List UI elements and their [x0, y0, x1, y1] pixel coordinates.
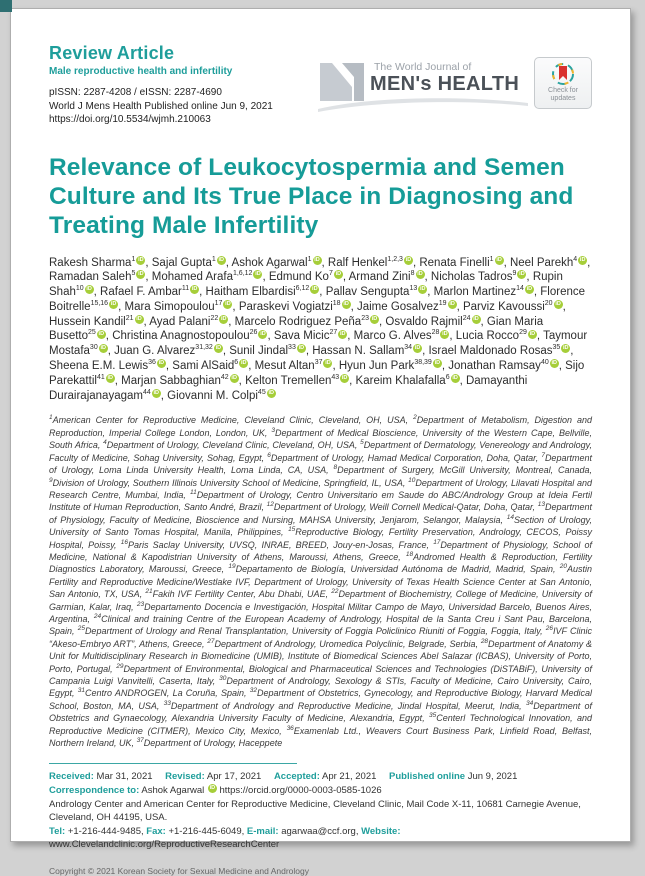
received-label: Received: — [49, 771, 94, 783]
revised-date: Apr 17, 2021 — [206, 771, 262, 783]
issn-line: pISSN: 2287-4208 / eISSN: 2287-4690 — [49, 87, 222, 98]
orcid-icon[interactable]: iD — [260, 330, 266, 337]
author-name: Jonathan Ramsay — [448, 360, 541, 373]
orcid-icon[interactable]: iD — [343, 301, 349, 308]
orcid-icon[interactable]: iD — [86, 286, 92, 293]
author-name: Sunil Jindal — [229, 345, 289, 358]
journal-logo — [318, 57, 528, 115]
fax-label: Fax: — [146, 825, 166, 837]
author-name: Ralf Henkel — [327, 256, 388, 269]
author-name: Hussein Kandil — [49, 315, 126, 328]
published-line: World J Mens Health Published online Jun 9, 2021 — [49, 100, 273, 112]
journal-tagline: The World Journal of — [374, 61, 472, 73]
journal-name: MEN's HEALTH — [370, 73, 520, 95]
tel-value: +1-216-444-9485, — [67, 825, 144, 837]
crossmark-label: Check for updates — [548, 87, 578, 102]
orcid-icon[interactable]: iD — [555, 301, 561, 308]
author-name: Marco G. Alves — [353, 330, 432, 343]
orcid-icon[interactable]: iD — [519, 271, 525, 278]
orcid-icon[interactable]: iD — [414, 345, 421, 352]
published-date: Jun 9, 2021 — [467, 771, 518, 783]
correspondence-label: Correspondence to: — [49, 785, 140, 797]
email-link[interactable]: agarwaa@ccf.org, — [281, 825, 359, 837]
author-name: Marlon Martinez — [433, 286, 517, 299]
orcid-icon[interactable]: iD — [335, 271, 342, 278]
orcid-icon[interactable]: iD — [215, 345, 222, 352]
author-name: Sajal Gupta — [151, 256, 212, 269]
website-label: Website: — [361, 825, 401, 837]
author-name: Mara Simopoulou — [124, 300, 215, 313]
author-name: Paraskevi Vogiatzi — [238, 300, 333, 313]
author-name: Sava Micic — [273, 330, 330, 343]
orcid-icon[interactable]: iD — [100, 345, 106, 352]
author-name: Armand Zini — [348, 271, 411, 284]
author-name: Mohamed Arafa — [151, 271, 233, 284]
orcid-icon[interactable]: iD — [158, 360, 165, 367]
article-section: Male reproductive health and infertility — [49, 66, 233, 77]
orcid-icon[interactable]: iD — [340, 330, 346, 337]
orcid-icon[interactable]: iD — [153, 389, 160, 396]
orcid-icon[interactable]: iD — [136, 315, 142, 322]
correspondence-name: Ashok Agarwal — [141, 785, 205, 797]
author-name: Jaime Gosalvez — [356, 300, 439, 313]
author-name: Ashok Agarwal — [231, 256, 308, 269]
author-name: Nicholas Tadros — [430, 271, 513, 284]
author-name: Kareim Khalafalla — [355, 374, 446, 387]
author-name: Sheena E.M. Lewis — [49, 360, 149, 373]
orcid-icon[interactable]: iD — [496, 256, 502, 263]
orcid-icon[interactable]: iD — [405, 256, 412, 263]
orcid-icon[interactable]: iD — [255, 271, 261, 278]
fax-value: +1-216-445-6049, — [168, 825, 245, 837]
author-name: Damayanthi Durairajanayagam — [49, 374, 528, 402]
orcid-icon[interactable]: iD — [563, 345, 569, 352]
author-name: Israel Maldonado Rosas — [428, 345, 553, 358]
author-name: Lucia Rocco — [455, 330, 520, 343]
orcid-icon[interactable]: iD — [420, 286, 426, 293]
author-name: Taymour Mostafa — [49, 330, 588, 358]
orcid-icon[interactable]: iD — [138, 271, 144, 278]
author-name: Marcelo Rodriguez Peña — [234, 315, 362, 328]
author-name: Marjan Sabbaghian — [121, 374, 221, 387]
author-name: Juan G. Alvarez — [114, 345, 196, 358]
author-name: Kelton Tremellen — [245, 374, 332, 387]
author-name: Renata Finelli — [419, 256, 490, 269]
orcid-icon[interactable]: iD — [191, 286, 198, 293]
orcid-icon[interactable]: iD — [209, 784, 216, 791]
author-name: Gian Maria Busetto — [49, 315, 544, 343]
check-for-updates-badge[interactable] — [534, 57, 592, 109]
orcid-icon[interactable]: iD — [526, 286, 533, 293]
footer-divider — [49, 763, 297, 764]
page-header — [49, 43, 592, 127]
revised-label: Revised: — [165, 771, 205, 783]
author-name: Rakesh Sharma — [49, 256, 132, 269]
accepted-label: Accepted: — [273, 771, 320, 783]
article-page — [10, 8, 631, 876]
correspondence-orcid-link[interactable]: https://orcid.org/0000-0003-0585-1026 — [219, 785, 382, 797]
author-name: Hassan N. Sallam — [312, 345, 405, 358]
copyright-line: Copyright © 2021 Korean Society for Sexual Medicine and Andrology — [49, 865, 310, 876]
author-name: Ramadan Saleh — [49, 271, 132, 284]
orcid-icon[interactable]: iD — [579, 256, 586, 263]
orcid-icon[interactable]: iD — [417, 271, 423, 278]
orcid-icon[interactable]: iD — [341, 375, 348, 382]
received-date: Mar 31, 2021 — [96, 771, 153, 783]
orcid-icon[interactable]: iD — [314, 256, 320, 263]
author-name: Edmund Ko — [268, 271, 329, 284]
article-type: Review Article — [49, 43, 175, 63]
author-name: Haitham Elbardisi — [205, 286, 296, 299]
orcid-icon[interactable]: iD — [298, 345, 305, 352]
orcid-icon[interactable]: iD — [325, 360, 331, 367]
affiliation-list: $^1$American Center for Reproductive Medicine, Cleveland Clinic, Cleveland, OH, USA, $^2$Department of Metabolism, Digestion and Reproduction, Imperial College London, London, UK, $^3$Department of Medical Bioscience, University of the Western Cape, Bellville, South Africa, $^4$Department of Urology, Cleveland Clinic, Cleveland, OH, USA, $^5$Department of Dermatology, Venereology and Andrology, Faculty of Medicine, Sohag University, Sohag, Egypt, $^6$Department of Urology, Hamad Medical Corporation, Doha, Qatar, $^7$Department of Urology, Loma Linda University Health, Loma Linda, CA, USA, $^8$Department of Surgery, McGill University, Montreal, Canada, $^9$Division of Urology, Southern Illinois University School of Medicine, Springfield, IL, USA, $^{10}$Department of Urology, Lilavati Hospital and Research Centre, Mumbai, India, $^{11}$Department of Urology, Centro Universitario em Saude do ABC/Andrology Group at Ideia Fertil Institute of Human Reproduction, Santo André, Brazil, $^{12}$Department of Urology, Weill Cornell Medical-Qatar, Doha, Qatar, $^{13}$Department of Physiology, Faculty of Medicine, Bioscience and Nursing, MAHSA University, Jenjarom, Selangor, Malaysia, $^{14}$Section of Urology, University of Santo Tomas Hospital, Manila, Philippines, $^{15}$Reproductive Biology, Fertility Preservation, Andrology, CECOS, Poissy Hospital, Poissy, $^{16}$Paris Saclay University, UVSQ, INRAE, BREED, Jouy-en-Josas, France, $^{17}$Department of Physiology, School of Medicine, National & Kapodistrian University of Athens, Maroussi, Athens, Greece, $^{18}$Andromed Health & Reproduction, Fertility Diagnostics Laboratory, Maroussi, Greece, $^{19}$Departamento de Biología, Universidad Autónoma de Madrid, Madrid, Spain, $^{20}$Austin Fertility and Reproductive Medicine/Westlake IVF, Department of Urology, University of Texas Health Science Center at San Antonio, San Antonio, TX, USA, $^{21}$Fakih IVF Fertility Center, Abu Dhabi, UAE, $^{22}$Department of Biochemistry, College of Medicine, University of Garmian, Kalar, Iraq, $^{23}$Departamento Docencia e Investigación, Hospital Militar Campo de Mayo, Universidad Barcelo, Buenos Aires, Argentina, $^{24}$Clinical and training Centre of the European Academy of Andrology, Hospital de la Santa Creu i Sant Pau, Barcelona, Spain, $^{25}$Department of Urology and Renal Transplantation, University of Foggia Policlinico Riuniti of Foggia, Foggia, Italy, $^{26}$IVF Clinic “Akeso-Embryo ART”, Athens, Greece, $^{27}$Department of Andrology, Uromedica Polyclinic, Belgrade, Serbia, $^{28}$Department of Anatomy & Unit for Multidisciplinary Research in Biomedicine (UMIB), Institute of Biomedical Sciences Abel Salazar (ICBAS), University of Porto, Porto, Portugal, $^{29}$Department of Environmental, Biological and Pharmaceutical Sciences and Technologies (DiSTABiF), University of Campania Luigi Vanvitelli, Caserta, Italy, $^{30}$Department of Andrology, Sexology & STIs, Faculty of Medicine, Cairo University, Cairo, Egypt, $^{31}$Centro ANDROGEN, La Coruña, Spain, $^{32}$Department of Obstetrics, Gynecology, and Reproductive Biology, Harvard Medical School, Boston, MA, USA, $^{33}$Department of Andrology and Reproductive Medicine, Jindal Hospital, Meerut, India, $^{34}$Department of Obstetrics and Gynaecology, Alexandria University Faculty of Medicine, Alexandria, Egypt, $^{35}$Centerl Technological Innovation, and Reproductive Medicine (CITMER), Mexico City, Mexico, $^{36}$Examenlab Ltd., Weavers Court Business Park, Linfield Road, Belfast, Northern Ireland, UK, $^{37}$Department of Urology, Haceppete — [49, 414, 592, 749]
author-name: Christina Anagnostopoulou — [112, 330, 250, 343]
orcid-icon[interactable]: iD — [110, 301, 117, 308]
correspondence-line — [49, 784, 592, 798]
article-title: Relevance of Leukocytospermia and Semen Culture and Its True Place in Diagnosing and Treating Male Infertility — [49, 153, 574, 239]
published-label: Published online — [389, 771, 466, 783]
author-name: Rafael F. Ambar — [100, 286, 182, 299]
author-name: Sijo Parekattil — [49, 360, 585, 387]
orcid-icon[interactable]: iD — [138, 256, 144, 263]
orcid-icon[interactable]: iD — [371, 315, 378, 322]
author-name: Sami AlSaid — [172, 360, 235, 373]
journal-logo-text — [370, 61, 519, 96]
orcid-icon[interactable]: iD — [231, 375, 237, 382]
website-link[interactable]: www.Clevelandclinic.org/ReproductiveResearchCenter — [49, 839, 280, 851]
author-name: Parviz Kavoussi — [462, 300, 545, 313]
author-name: Pallav Sengupta — [325, 286, 410, 299]
orcid-icon[interactable]: iD — [240, 360, 247, 367]
header-right — [318, 57, 592, 115]
author-name: Neel Parekh — [509, 256, 574, 269]
history-dates — [49, 770, 592, 784]
orcid-icon[interactable]: iD — [98, 330, 105, 337]
doi-link[interactable]: https://doi.org/10.5534/wjmh.210063 — [49, 114, 211, 125]
author-list: Rakesh Sharma$^1$ iD , Sajal Gupta$^1$ iD , Ashok Agarwal$^1$ iD , Ralf Henkel$^{1,2,3}$ iD , Renata Finelli$^1$ iD , Neel Parekh$^4$ iD , Ramadan Saleh$^5$ iD , Mohamed Arafa$^{1,6,12}$ iD , Edmund Ko$^7$ iD , Armand Zini$^8$ iD , Nicholas Tadros$^9$ iD , Rupin Shah$^{10}$ iD , Rafael F. Ambar$^{11}$ iD , Haitham Elbardisi$^{6,12}$ iD , Pallav Sengupta$^{13}$ iD , Marlon Martinez$^{14}$ iD , Florence Boitrelle$^{15,16}$ iD , Mara Simopoulou$^{17}$ iD , Paraskevi Vogiatzi$^{18}$ iD , Jaime Gosalvez$^{19}$ iD , Parviz Kavoussi$^{20}$ iD , Hussein Kandil$^{21}$ iD , Ayad Palani$^{22}$ iD , Marcelo Rodriguez Peña$^{23}$ iD , Osvaldo Rajmil$^{24}$ iD , Gian Maria Busetto$^{25}$ iD , Christina Anagnostopoulou$^{26}$ iD , Sava Micic$^{27}$ iD , Marco G. Alves$^{28}$ iD , Lucia Rocco$^{29}$ iD , Taymour Mostafa$^{30}$ iD , Juan G. Alvarez$^{31,32}$ iD , Sunil Jindal$^{33}$ iD , Hassan N. Sallam$^{34}$ iD , Israel Maldonado Rosas$^{35}$ iD , Sheena E.M. Lewis$^{36}$ iD , Sami AlSaid$^6$ iD , Mesut Altan$^{37}$ iD , Hyun Jun Park$^{38,39}$ iD , Jonathan Ramsay$^{40}$ iD , Sijo Parekattil$^{41}$ iD , Marjan Sabbaghian$^{42}$ iD , Kelton Tremellen$^{43}$ iD , Kareim Khalafalla$^6$ iD , Damayanthi Durairajanayagam$^{44}$ iD , Giovanni M. Colpi$^{45}$ iD — [49, 255, 591, 402]
tel-label: Tel: — [49, 825, 66, 837]
accepted-date: Apr 21, 2021 — [322, 771, 377, 783]
orcid-icon[interactable]: iD — [452, 375, 458, 382]
author-name: Rupin Shah — [49, 271, 563, 299]
orcid-icon[interactable]: iD — [221, 315, 227, 322]
orcid-icon[interactable]: iD — [442, 330, 448, 337]
scan-corner-mark — [0, 0, 12, 12]
orcid-icon[interactable]: iD — [312, 286, 318, 293]
orcid-icon[interactable]: iD — [473, 315, 479, 322]
author-name: Hyun Jun Park — [338, 360, 415, 373]
author-name: Ayad Palani — [149, 315, 211, 328]
orcid-icon[interactable]: iD — [551, 360, 557, 367]
author-name: Florence Boitrelle — [49, 286, 586, 313]
orcid-icon[interactable]: iD — [218, 256, 225, 263]
orcid-icon[interactable]: iD — [449, 301, 455, 308]
email-label: E-mail: — [246, 825, 279, 837]
author-name: Giovanni M. Colpi — [167, 389, 258, 402]
orcid-icon[interactable]: iD — [225, 301, 231, 308]
header-left — [49, 43, 318, 127]
orcid-icon[interactable]: iD — [529, 330, 536, 337]
correspondence-address: Andrology Center and American Center for Reproductive Medicine, Cleveland Clinic, Mail Code X-11, 10681 Carnegie Avenue, Cleveland, OH 44195, USA. — [49, 798, 581, 824]
author-name: Osvaldo Rajmil — [385, 315, 463, 328]
crossmark-bookmark-icon — [552, 63, 574, 85]
orcid-icon[interactable]: iD — [434, 360, 441, 367]
orcid-icon[interactable]: iD — [268, 389, 274, 396]
orcid-icon[interactable]: iD — [107, 375, 113, 382]
article-footer — [49, 770, 592, 851]
contact-line — [49, 825, 592, 852]
author-name: Mesut Altan — [254, 360, 315, 373]
